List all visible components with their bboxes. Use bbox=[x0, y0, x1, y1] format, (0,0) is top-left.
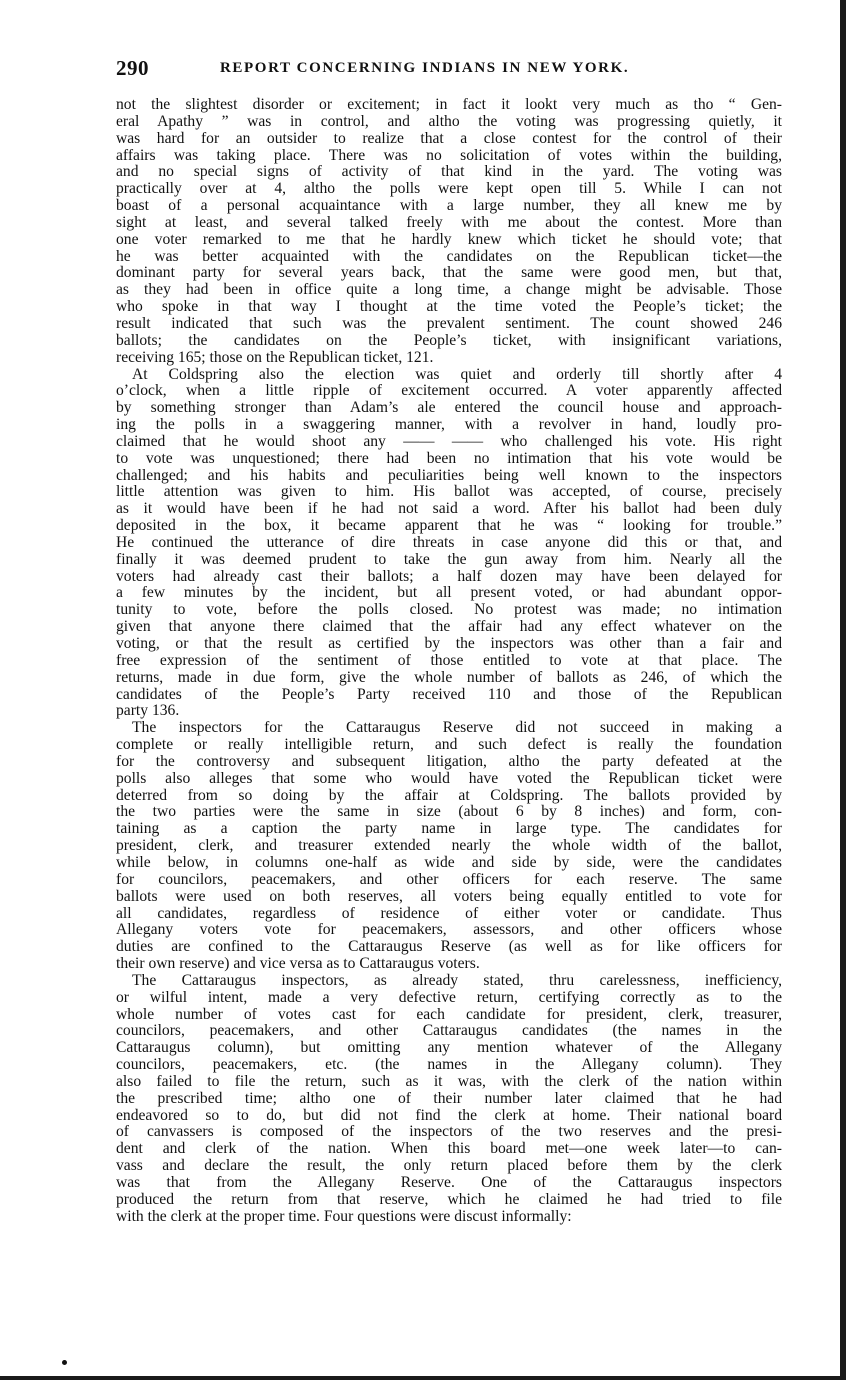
page-number: 290 bbox=[116, 56, 149, 80]
text-line: one voter remarked to me that he hardly knew which ticket he should vote; that bbox=[116, 230, 782, 248]
text-line: eral Apathy ” was in control, and altho the voting was progressing quietly, it bbox=[116, 112, 782, 130]
text-line: was that from the Allegany Reserve. One of the Cattaraugus inspectors bbox=[116, 1174, 782, 1191]
text-line: The inspectors for the Cattaraugus Reserve did not succeed in making a bbox=[132, 719, 782, 737]
text-line: little attention was given to him. His ballot was accepted, of course, precisely bbox=[116, 483, 782, 501]
text-line: The Cattaraugus inspectors, as already stated, thru carelessness, inefficiency, bbox=[132, 971, 782, 989]
text-line: vass and declare the result, the only return placed before them by the clerk bbox=[116, 1157, 782, 1175]
text-line: polls also alleges that some who would have voted the Republican ticket were bbox=[116, 769, 782, 787]
text-line: president, clerk, and treasurer extended nearly the whole width of the ballot, bbox=[116, 837, 782, 855]
text-line: who spoke in that way I thought at the time voted the People’s ticket; the bbox=[116, 298, 782, 316]
paragraph bbox=[116, 720, 782, 973]
text-line: the prescribed time; altho one of their number later claimed that he had bbox=[116, 1089, 782, 1107]
text-line: candidates of the People’s Party received 110 and those of the Republican bbox=[116, 685, 782, 703]
text-line: produced the return from that reserve, which he claimed he had tried to file bbox=[116, 1190, 782, 1208]
text-line: He continued the utterance of dire threats in case anyone did this or that, and bbox=[116, 533, 782, 551]
text-line: ing the polls in a swaggering manner, with a revolver in hand, loudly pro- bbox=[116, 416, 782, 434]
text-line: he was better acquainted with the candidates on the Republican ticket—the bbox=[116, 247, 782, 265]
text-line: dent and clerk of the nation. When this board met—one week later—to can- bbox=[116, 1140, 782, 1158]
text-line: practically over at 4, altho the polls were kept open till 5. While I can not bbox=[116, 180, 782, 198]
text-line: while below, in columns one-half as wide and side by side, were the candidates bbox=[116, 853, 782, 871]
text-line: also failed to file the return, such as it was, with the clerk of the nation within bbox=[116, 1072, 782, 1090]
text-line: by something stronger than Adam’s ale entered the council house and approach- bbox=[116, 399, 782, 417]
text-line: dominant party for several years back, that the same were good men, but that, bbox=[116, 264, 782, 282]
text-line: for the controversy and subsequent litigation, altho the party defeated at the bbox=[116, 752, 782, 770]
text-line: endeavored so to do, but did not find the clerk at home. Their national board bbox=[116, 1106, 782, 1124]
text-line: ballots were used on both reserves, all voters being equally entitled to vote for bbox=[116, 887, 782, 905]
text-line: claimed that he would shoot any —— —— who challenged his vote. His right bbox=[116, 432, 782, 450]
text-line: free expression of the sentiment of those entitled to vote at that place. The bbox=[116, 651, 782, 669]
text-line: a few minutes by the incident, but all present voted, or had abundant oppor- bbox=[116, 584, 782, 602]
text-line: At Coldspring also the election was quiet and orderly till shortly after 4 bbox=[132, 365, 782, 383]
text-line: given that anyone there claimed that the affair had any effect whatever on the bbox=[116, 618, 782, 636]
text-line: whole number of votes cast for each candidate for president, clerk, treasurer, bbox=[116, 1005, 782, 1023]
text-line: challenged; and his habits and peculiarities being well known to the inspectors bbox=[116, 466, 782, 484]
scan-speck bbox=[62, 1360, 67, 1365]
text-line: Allegany voters vote for peacemakers, assessors, and other officers whose bbox=[116, 921, 782, 939]
text-line: of canvassers is composed of the inspectors of the two reserves and the presi- bbox=[116, 1123, 782, 1141]
text-line: not the slightest disorder or excitement; in fact it lookt very much as tho “ Gen- bbox=[116, 96, 782, 113]
text-line: party 136. bbox=[116, 702, 180, 720]
text-line: result indicated that such was the prevalent sentiment. The count showed 246 bbox=[116, 314, 782, 332]
text-line: tunity to vote, before the polls closed. No protest was made; no intimation bbox=[116, 601, 782, 619]
text-line: finally it was deemed prudent to take the gun away from him. Nearly all the bbox=[116, 550, 782, 568]
paragraph bbox=[116, 367, 782, 721]
text-line: deterred from so doing by the affair at Coldspring. The ballots provided by bbox=[116, 786, 782, 804]
scan-edge-right bbox=[840, 0, 846, 1380]
text-line: as they had been in office quite a long time, a change might be advisable. Those bbox=[116, 281, 782, 299]
text-line: for councilors, peacemakers, and other officers for each reserve. The same bbox=[116, 870, 782, 888]
text-line: taining as a caption the party name in large type. The candidates for bbox=[116, 820, 782, 838]
text-line: duties are confined to the Cattaraugus Reserve (as well as for like officers for bbox=[116, 938, 782, 956]
text-line: complete or really intelligible return, and such defect is really the foundation bbox=[116, 736, 782, 754]
text-line: their own reserve) and vice versa as to Cattaraugus voters. bbox=[116, 955, 480, 973]
text-line: receiving 165; those on the Republican ticket, 121. bbox=[116, 348, 434, 366]
text-line: with the clerk at the proper time. Four questions were discust informally: bbox=[116, 1207, 572, 1225]
text-line: and no special signs of activity of that kind in the yard. The voting was bbox=[116, 163, 782, 181]
text-line: councilors, peacemakers, and other Cattaraugus candidates (the names in the bbox=[116, 1022, 782, 1040]
body-text bbox=[116, 97, 782, 1226]
text-line: to vote was unquestioned; there had been no intimation that his vote would be bbox=[116, 449, 782, 467]
text-line: sight at least, and several talked freely with me about the contest. More than bbox=[116, 213, 782, 231]
text-line: returns, made in due form, give the whole number of ballots as 246, of which the bbox=[116, 668, 782, 686]
text-line: o’clock, when a little ripple of excitement occurred. A voter apparently affected bbox=[116, 382, 782, 400]
text-line: councilors, peacemakers, etc. (the names in the Allegany column). They bbox=[116, 1056, 782, 1074]
text-line: was hard for an outsider to realize that a close contest for the control of their bbox=[116, 129, 782, 147]
text-line: affairs was taking place. There was no solicitation of votes within the building, bbox=[116, 146, 782, 164]
text-line: voters had already cast their ballots; a half dozen may have been delayed for bbox=[116, 567, 782, 585]
paragraph bbox=[116, 97, 782, 367]
scan-edge-bottom bbox=[0, 1376, 846, 1380]
text-line: as it would have been if he had not said a word. After his ballot had been duly bbox=[116, 500, 782, 518]
text-line: voting, or that the result as certified by the inspectors was other than a fair and bbox=[116, 635, 782, 652]
text-line: Cattaraugus column), but omitting any mention whatever of the Allegany bbox=[116, 1039, 782, 1057]
text-line: all candidates, regardless of residence of either voter or candidate. Thus bbox=[116, 904, 782, 922]
page-header bbox=[116, 56, 784, 82]
text-line: deposited in the box, it became apparent that he was “ looking for trouble.” bbox=[116, 517, 782, 535]
paragraph bbox=[116, 973, 782, 1226]
running-title: REPORT CONCERNING INDIANS IN NEW YORK. bbox=[220, 60, 630, 76]
text-line: the two parties were the same in size (about 6 by 8 inches) and form, con- bbox=[116, 803, 782, 821]
text-line: boast of a personal acquaintance with a large number, they all knew me by bbox=[116, 197, 782, 215]
text-line: or wilful intent, made a very defective return, certifying correctly as to the bbox=[116, 988, 782, 1006]
text-line: ballots; the candidates on the People’s ticket, with insignificant variations, bbox=[116, 331, 782, 349]
